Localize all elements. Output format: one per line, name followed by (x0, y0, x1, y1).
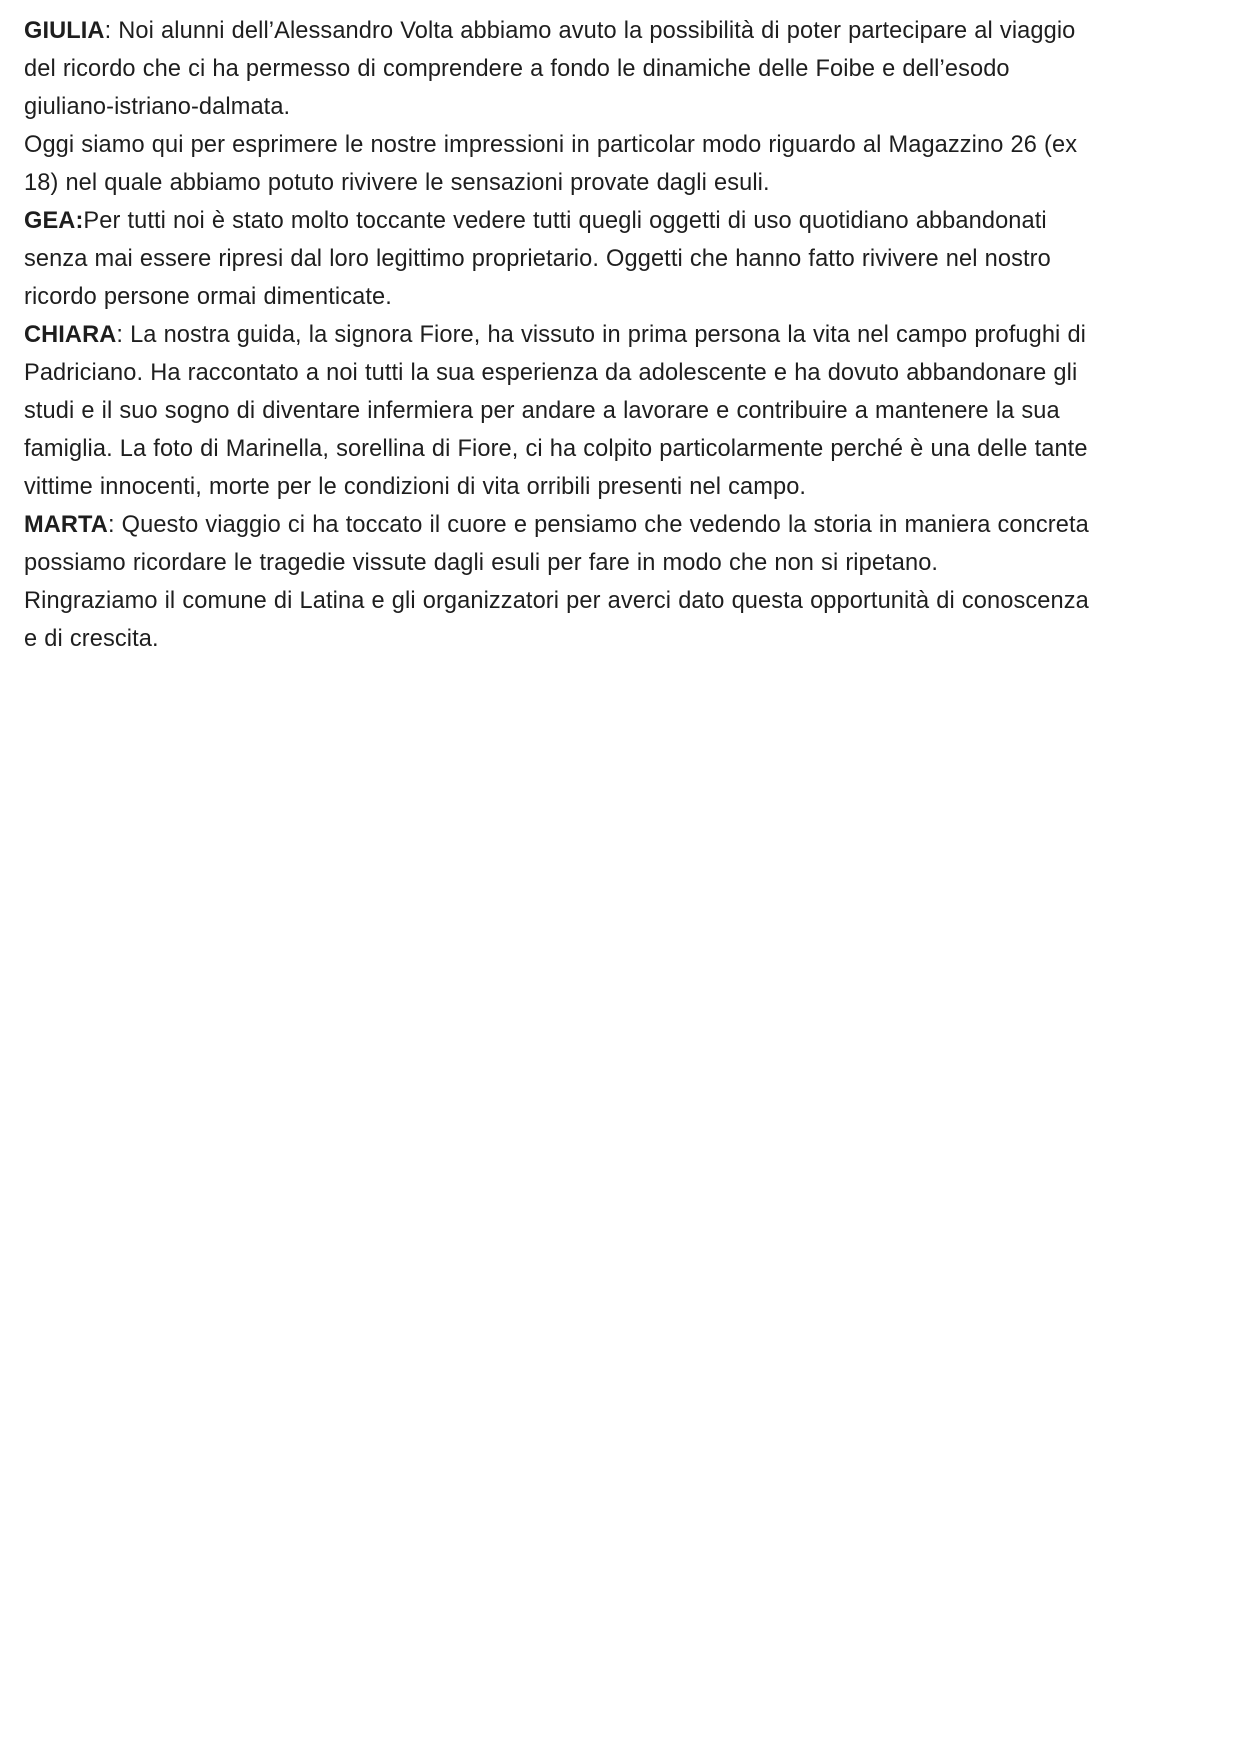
paragraph-gea (24, 202, 1220, 316)
paragraph-thanks (24, 582, 1220, 658)
text-line: famiglia. La foto di Marinella, sorellina di Fiore, ci ha colpito particolarmente perché è una delle tante (24, 436, 1088, 462)
speaker-name: GIULIA (24, 18, 105, 44)
document-page (24, 12, 1220, 658)
paragraph-marta (24, 506, 1220, 582)
text-line: vittime innocenti, morte per le condizioni di vita orribili presenti nel campo. (24, 474, 807, 500)
paragraph-giulia (24, 12, 1220, 126)
text-line: Oggi siamo qui per esprimere le nostre impressioni in particolar modo riguardo al Magazzino 26 (ex (24, 132, 1078, 158)
speaker-separator: : (104, 18, 119, 44)
speaker-name: CHIARA (24, 322, 117, 348)
paragraph-chiara (24, 316, 1220, 506)
text-line: giuliano-istriano-dalmata. (24, 94, 291, 120)
text-line: possiamo ricordare le tragedie vissute dagli esuli per fare in modo che non si ripetano. (24, 550, 939, 576)
text-line: Padriciano. Ha raccontato a noi tutti la sua esperienza da adolescente e ha dovuto abbandonare gli (24, 360, 1078, 386)
speaker-name: MARTA (24, 512, 108, 538)
speaker-separator: : (116, 322, 131, 348)
text-line: del ricordo che ci ha permesso di comprendere a fondo le dinamiche delle Foibe e dell’esodo (24, 56, 1010, 82)
text-line: Ringraziamo il comune di Latina e gli organizzatori per averci dato questa opportunità di conoscenza (24, 588, 1089, 614)
text-line: ricordo persone ormai dimenticate. (24, 284, 392, 310)
speaker-name: GEA (24, 208, 76, 234)
speaker-separator: : (107, 512, 122, 538)
paragraph-intro (24, 126, 1220, 202)
speaker-separator: : (75, 208, 84, 234)
text-line: senza mai essere ripresi dal loro legittimo proprietario. Oggetti che hanno fatto rivivere nel nostro (24, 246, 1051, 272)
text-line: Noi alunni dell’Alessandro Volta abbiamo avuto la possibilità di poter partecipare al viaggio (118, 18, 1076, 44)
text-line: studi e il suo sogno di diventare infermiera per andare a lavorare e contribuire a mantenere la sua (24, 398, 1060, 424)
text-line: Per tutti noi è stato molto toccante vedere tutti quegli oggetti di uso quotidiano abbandonati (83, 208, 1047, 234)
text-line: e di crescita. (24, 626, 159, 652)
text-line: La nostra guida, la signora Fiore, ha vissuto in prima persona la vita nel campo profughi di (130, 322, 1087, 348)
text-line: Questo viaggio ci ha toccato il cuore e pensiamo che vedendo la storia in maniera concreta (121, 512, 1089, 538)
text-line: 18) nel quale abbiamo potuto rivivere le sensazioni provate dagli esuli. (24, 170, 770, 196)
